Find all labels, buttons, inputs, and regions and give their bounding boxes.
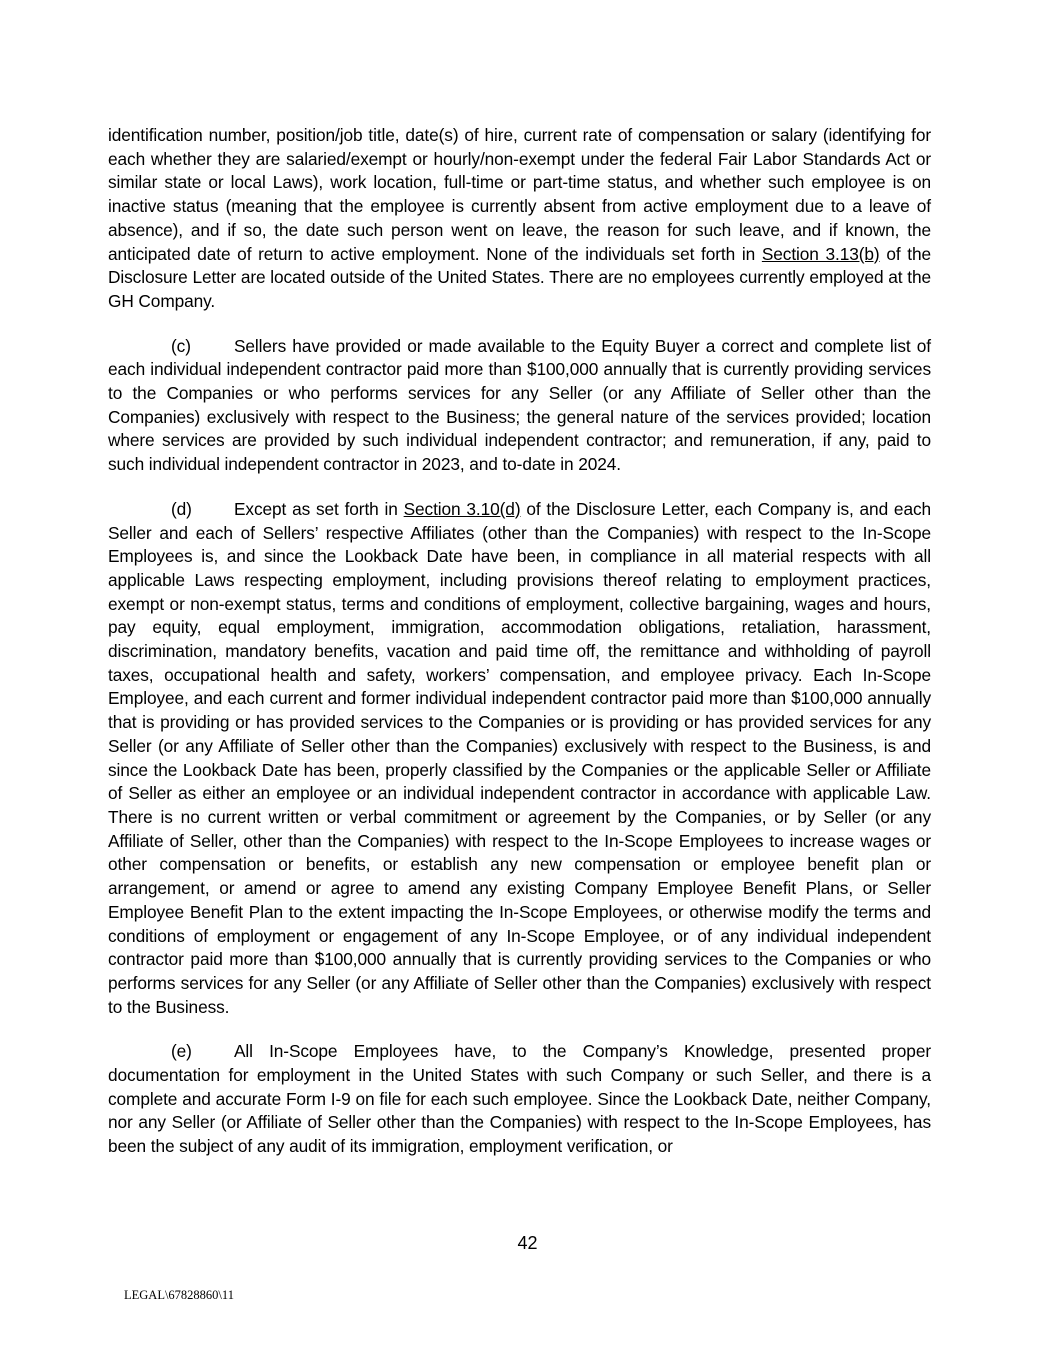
paragraph-label: (e) [171, 1041, 192, 1062]
paragraph-text: identification number, position/job title, date(s) of hire, current rate of compensation or salary (identifying for each whether they are salaried/exempt or hourly/non-exempt under the federal Fair Labor Standards Act or similar state or local Laws), work location, full-time or part-time status, and whether such employee is on inactive status (meaning that the employee is currently absent from active employment due to a leave of absence), and if so, the date such person went on leave, the reason for such leave, and if known, the anticipated date of return to active employment. None of the individuals set forth in [108, 125, 931, 264]
section-reference-link: Section 3.10(d) [403, 498, 521, 519]
document-id-footer: LEGAL\67828860\11 [124, 1288, 234, 1302]
paragraph-text: of the Disclosure Letter are located outside of the United States. There are no employees currently employed at the GH Company. [108, 243, 931, 311]
paragraph-e [108, 1040, 931, 1159]
document-body [108, 124, 931, 1180]
page-number: 42 [517, 1233, 538, 1253]
paragraph-c [108, 335, 931, 477]
paragraph-b-continued [108, 124, 931, 314]
section-reference-link: Section 3.13(b) [761, 243, 880, 264]
paragraph-label: (d) [171, 498, 192, 519]
paragraph-d [108, 498, 931, 1019]
paragraph-text: Sellers have provided or made available to the Equity Buyer a correct and complete list of each individual independent contractor paid more than $100,000 annually that is currently providing services to the Companies or who performs services for any Seller (or any Affiliate of Seller other than the Companies) exclusively with respect to the Business; the general nature of the services provided; location where services are provided by such individual independent contractor; and remuneration, if any, paid to such individual independent contractor in 2023, and to-date in 2024. [108, 335, 931, 475]
paragraph-text: All In-Scope Employees have, to the Company’s Knowledge, presented proper documentation for employment in the United States with such Company or such Seller, and there is a complete and accurate Form I-9 on file for each such employee. Since the Lookback Date, neither Company, nor any Seller (or Affiliate of Seller other than the Companies) with respect to the In-Scope Employees, has been the subject of any audit of its immigration, employment verification, or [108, 1041, 931, 1157]
paragraph-text: of the Disclosure Letter, each Company is, and each Seller and each of Sellers’ respective Affiliates (other than the Companies) with respect to the In-Scope Employees is, and since the Lookback Date have been, in compliance in all material respects with all applicable Laws respecting employment, including provisions thereof relating to employment practices, exempt or non-exempt status, terms and conditions of employment, collective bargaining, wages and hours, pay equity, equal employment, immigration, accommodation obligations, retaliation, harassment, discrimination, mandatory benefits, vacation and paid time off, the remittance and withholding of payroll taxes, occupational health and safety, workers’ compensation, and employee privacy. Each In-Scope Employee, and each current and former individual independent contractor paid more than $100,000 annually that is providing or has provided services to the Companies or is providing or has provided services for any Seller (or any Affiliate of Seller other than the Companies) exclusively with respect to the Business, is and since the Lookback Date has been, properly classified by the Companies or the applicable Seller or Affiliate of Seller as either an employee or an individual independent contractor in accordance with applicable Law. There is no current written or verbal commitment or agreement by the Companies, or by Seller (or any Affiliate of Seller, other than the Companies) with respect to the In-Scope Employees to increase wages or other compensation or benefits, or establish any new compensation or employee benefit plan or arrangement, or amend or agree to amend any existing Company Employee Benefit Plans, or Seller Employee Benefit Plan to the extent impacting the In-Scope Employees, or otherwise modify the terms and conditions of employment or engagement of any In-Scope Employee, or of any individual independent contractor paid more than $100,000 annually that is currently providing services to the Companies or who performs services for any Seller (or any Affiliate of Seller other than the Companies) exclusively with respect to the Business. [108, 498, 932, 1017]
paragraph-label: (c) [171, 335, 191, 356]
paragraph-text: Except as set forth in [234, 498, 404, 519]
